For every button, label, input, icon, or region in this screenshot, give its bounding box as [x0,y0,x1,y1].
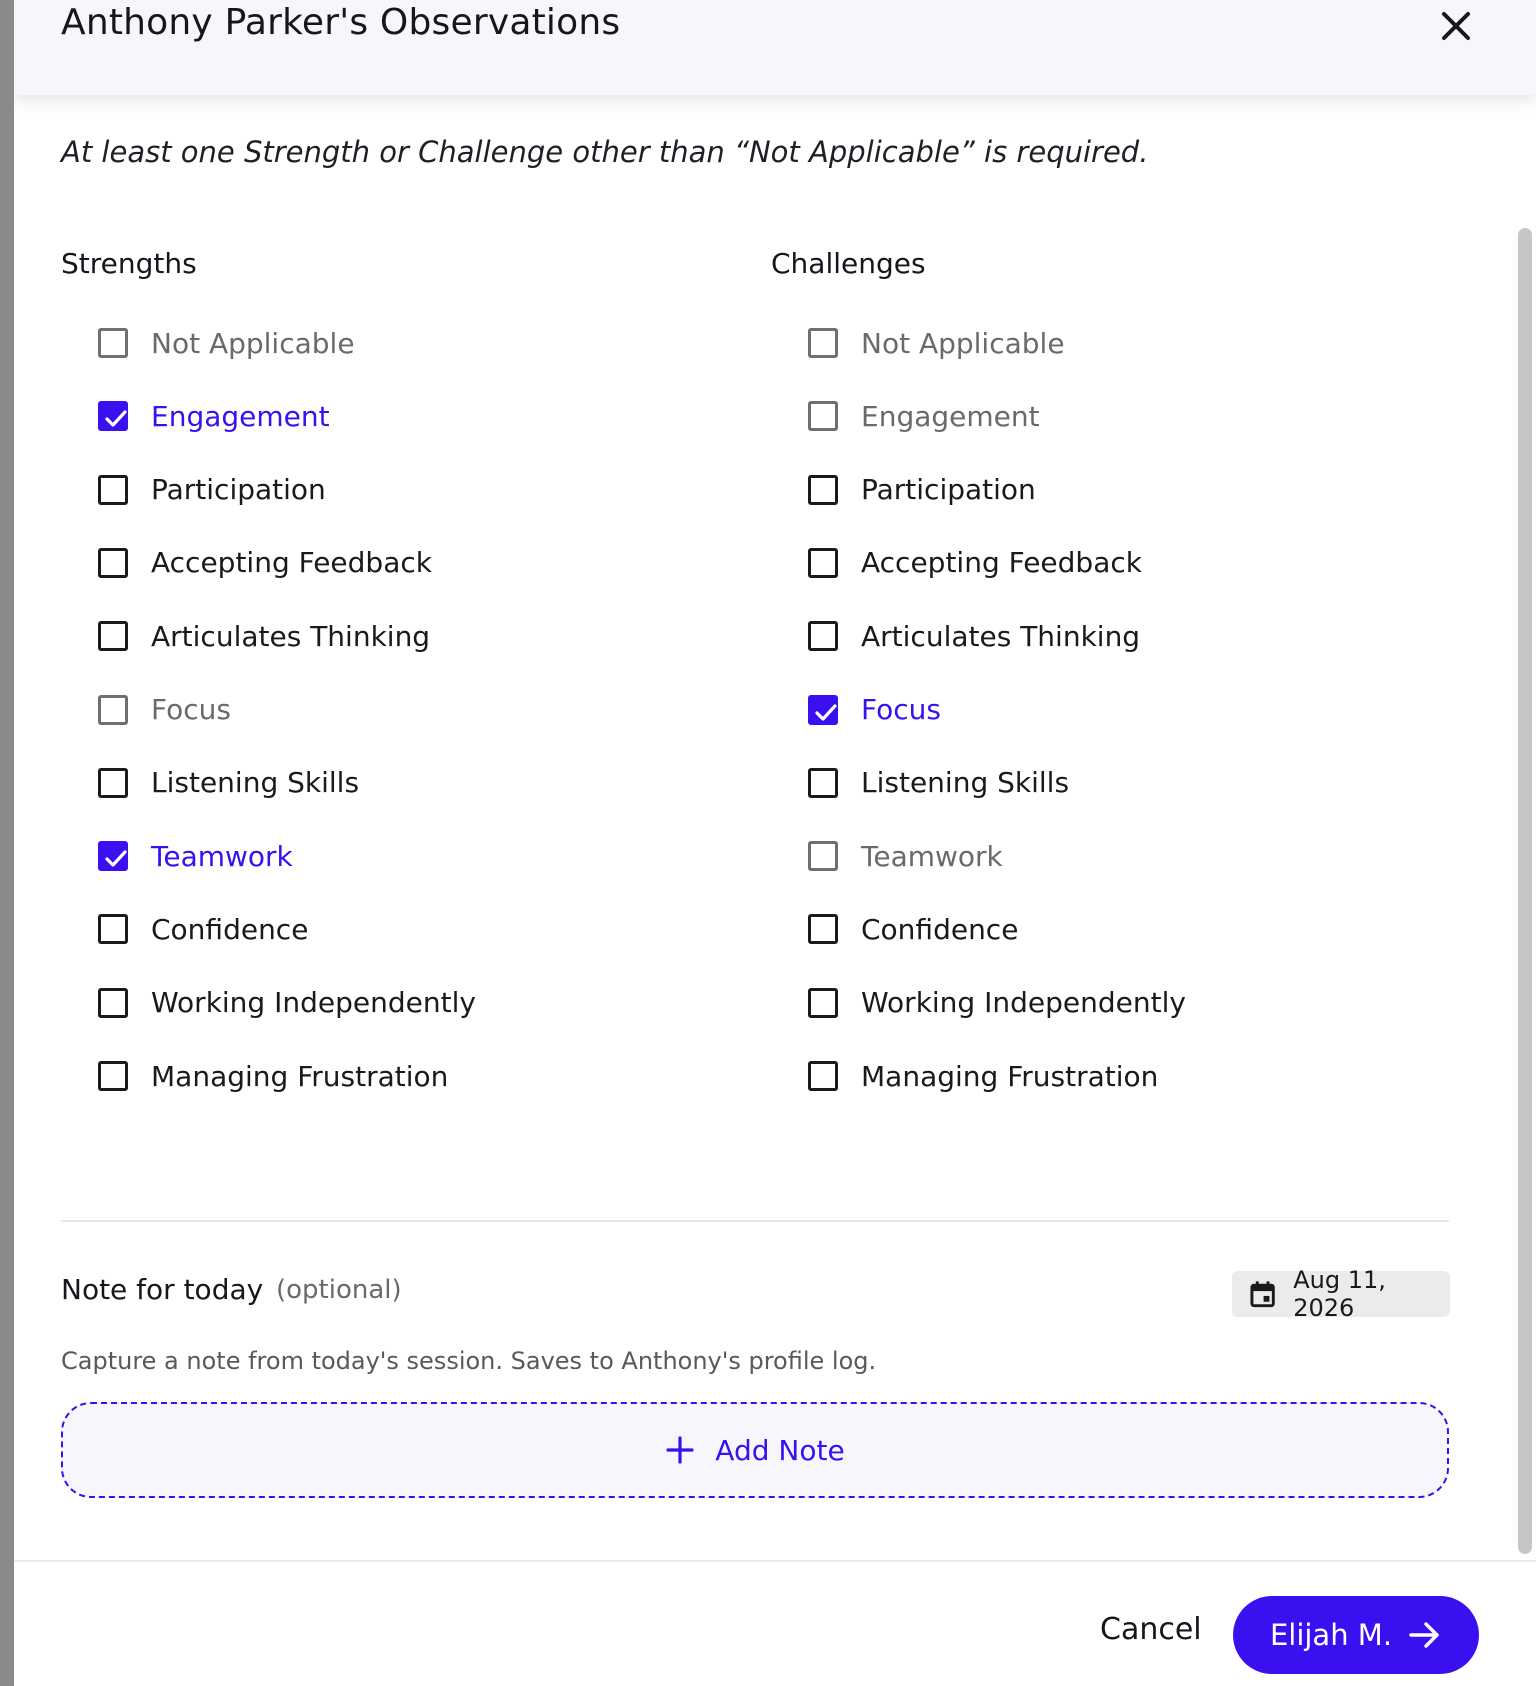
checkmark-icon [103,406,129,432]
option-label: Listening Skills [151,766,360,800]
cancel-button[interactable]: Cancel [1100,1612,1202,1647]
next-student-button[interactable] [1233,1596,1479,1674]
option-label: Focus [151,693,231,726]
modal-title: Anthony Parker's Observations [61,2,621,43]
checkbox[interactable] [808,1061,838,1091]
note-optional-label: (optional) [276,1275,402,1305]
add-note-label: Add Note [715,1433,845,1467]
option-label: Participation [151,473,326,507]
checkmark-icon [813,700,839,726]
checkbox[interactable] [98,328,128,358]
challenge-option-engagement [771,394,1040,438]
checkbox[interactable] [808,621,838,651]
strength-option-managing-frustration[interactable] [61,1054,448,1098]
option-label: Accepting Feedback [861,546,1142,580]
next-student-label: Elijah M. [1269,1618,1393,1652]
option-label: Focus [861,693,941,726]
option-label: Managing Frustration [861,1059,1159,1093]
checkbox[interactable] [808,988,838,1018]
option-label: Accepting Feedback [151,546,432,580]
checkbox[interactable] [98,768,128,798]
checkbox[interactable] [98,475,128,505]
challenge-option-managing-frustration[interactable] [771,1054,1158,1098]
checkbox[interactable] [98,401,128,431]
checkbox[interactable] [98,1061,128,1091]
section-divider [61,1220,1449,1222]
strength-option-engagement[interactable] [61,394,330,438]
challenge-option-accepting-feedback[interactable] [771,541,1142,585]
checkbox[interactable] [98,621,128,651]
challenge-option-not-applicable[interactable] [771,321,1065,365]
option-label: Engagement [861,399,1040,433]
close-button[interactable] [1434,4,1478,48]
checkbox [808,401,838,431]
option-label: Not Applicable [861,326,1065,360]
option-label: Working Independently [861,986,1186,1020]
challenge-option-teamwork [771,834,1003,878]
date-picker-button[interactable] [1232,1266,1450,1322]
add-note-button[interactable] [61,1402,1449,1498]
option-label: Teamwork [861,839,1003,873]
option-label: Confidence [861,912,1019,946]
checkbox [98,695,128,725]
option-label: Managing Frustration [151,1059,449,1093]
arrow-right-icon [1408,1620,1442,1650]
checkbox[interactable] [98,988,128,1018]
strength-option-articulates-thinking[interactable] [61,614,430,658]
strengths-title: Strengths [61,247,197,280]
note-help-text: Capture a note from today's session. Saves to Anthony's profile log. [61,1347,877,1375]
strength-option-listening-skills[interactable] [61,761,359,805]
checkbox [808,841,838,871]
challenge-option-focus[interactable] [771,688,941,732]
scrollbar-thumb[interactable] [1518,228,1532,1554]
plus-icon [665,1435,695,1465]
calendar-icon [1250,1280,1275,1308]
option-label: Articulates Thinking [861,619,1141,653]
checkbox[interactable] [808,695,838,725]
option-label: Not Applicable [151,326,355,360]
checkbox[interactable] [808,768,838,798]
checkbox[interactable] [808,548,838,578]
checkbox[interactable] [98,548,128,578]
option-label: Confidence [151,912,309,946]
option-label: Listening Skills [861,766,1070,800]
close-icon [1434,4,1478,48]
option-label: Articulates Thinking [151,619,431,653]
strength-option-focus [61,688,231,732]
option-label: Participation [861,473,1036,507]
checkbox[interactable] [808,914,838,944]
observations-modal [14,0,1536,1686]
modal-footer [14,1560,1536,1686]
checkbox[interactable] [808,475,838,505]
strength-option-teamwork[interactable] [61,834,293,878]
checkbox[interactable] [98,841,128,871]
strength-option-participation[interactable] [61,468,326,512]
strength-option-not-applicable[interactable] [61,321,355,365]
option-label: Engagement [151,399,330,433]
backdrop [0,0,14,1686]
challenge-option-listening-skills[interactable] [771,761,1069,805]
strength-option-working-independently[interactable] [61,981,476,1025]
date-value: Aug 11, 2026 [1293,1266,1386,1322]
note-title: Note for today [61,1273,264,1306]
option-label: Working Independently [151,986,476,1020]
checkbox[interactable] [808,328,838,358]
checkmark-icon [103,846,129,872]
challenge-option-articulates-thinking[interactable] [771,614,1140,658]
challenges-title: Challenges [771,247,926,280]
option-label: Teamwork [151,839,293,873]
challenge-option-working-independently[interactable] [771,981,1186,1025]
modal-body [14,95,1496,1560]
challenge-option-confidence[interactable] [771,907,1018,951]
checkbox[interactable] [98,914,128,944]
challenge-option-participation[interactable] [771,468,1036,512]
strength-option-confidence[interactable] [61,907,308,951]
requirement-notice: At least one Strength or Challenge other than “Not Applicable” is required. [61,135,1149,169]
strength-option-accepting-feedback[interactable] [61,541,432,585]
modal-header [14,0,1536,95]
